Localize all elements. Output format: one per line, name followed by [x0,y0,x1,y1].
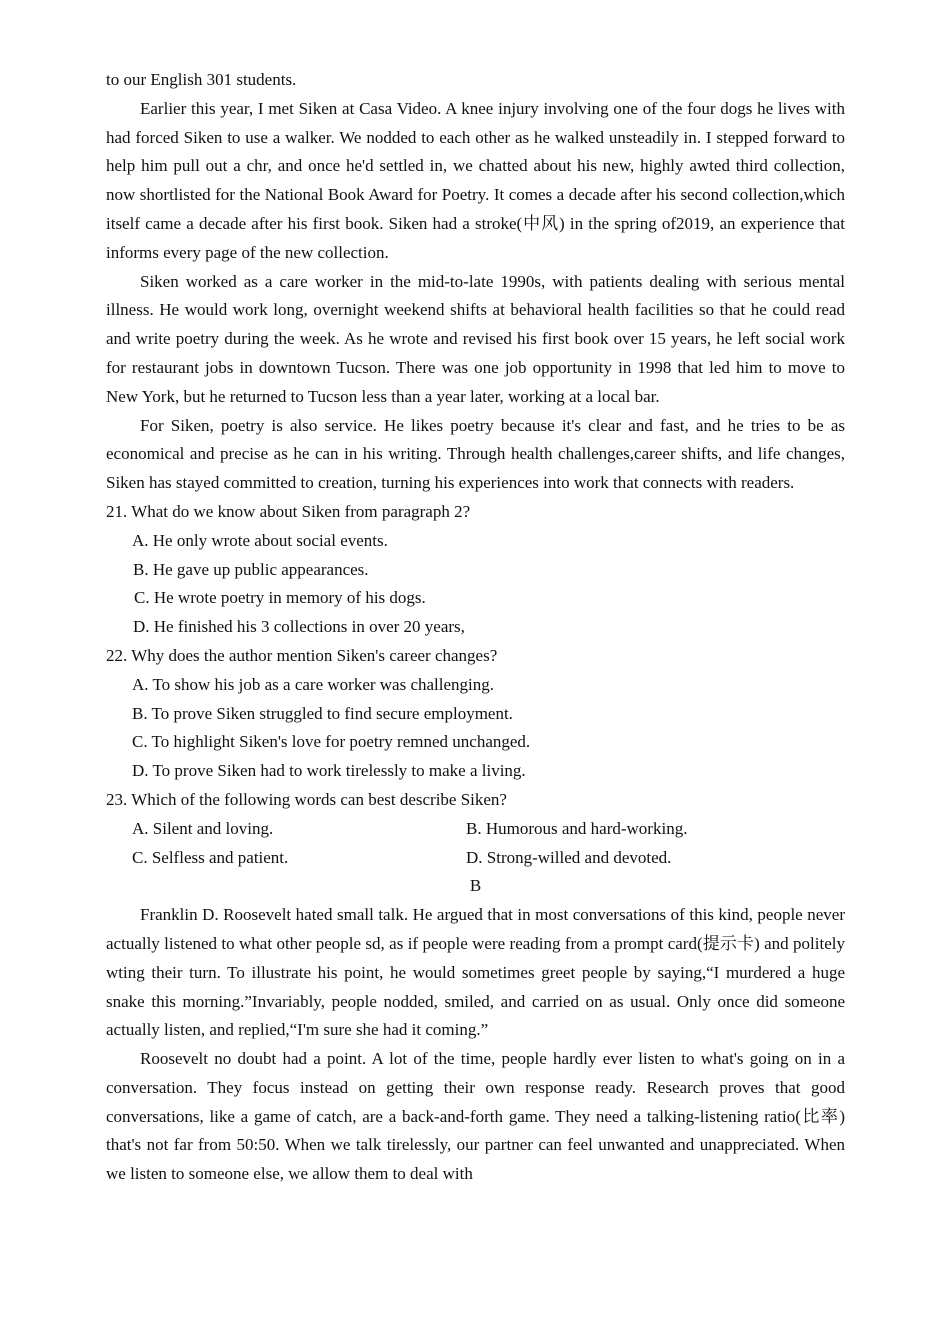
question-21-stem: 21. What do we know about Siken from paragraph 2? [106,501,471,521]
question-23-option-d: D. Strong-willed and devoted. [466,847,672,867]
passage-b-paragraph-1: Franklin D. Roosevelt hated small talk. He argued that in most conversations of this kind, people never actually listened to what other people sd, as if people were reading from a prompt card(提示卡) and politely wting their turn. To illustrate his point, he would sometimes greet people by saying,“I murdered a huge snake this morning.”Invariably, people nodded, smiled, and carried on as usual. Only once did someone actually listen, and replied,“I'm sure she had it coming.” [106,905,845,1040]
question-23 [106,786,845,872]
question-21-option-b: B. He gave up public appearances. [133,559,369,579]
section-b-heading: B [469,876,482,896]
passage-a-paragraph-3: Siken worked as a care worker in the mid-to-late 1990s, with patients dealing with serious mental illness. He would work long, overnight weekend shifts at behavioral health facilities so that he could read and write poetry during the week. As he wrote and revised his first book over 15 years, he left social work for restaurant jobs in downtown Tucson. There was one job opportunity in 1998 that led him to move to New York, but he returned to Tucson less than a year later, working at a local bar. [106,271,845,406]
question-21 [106,498,845,642]
question-23-option-b: B. Humorous and hard-working. [466,818,688,838]
passage-b-paragraph-2: Roosevelt no doubt had a point. A lot of the time, people hardly ever listen to what's going on in a conversation. They focus instead on getting their own response ready. Research proves that good conversations, like a game of catch, are a back-and-forth game. They need a talking-listening ratio(比率) that's not far from 50:50. When we talk tirelessly, our partner can feel unwanted and unappreciated. When we listen to someone else, we allow them to deal with [106,1049,845,1184]
question-23-stem: 23. Which of the following words can best describe Siken? [106,789,507,809]
exam-page [106,66,845,1189]
passage-a-paragraph-4: For Siken, poetry is also service. He likes poetry because it's clear and fast, and he tries to be as economical and precise as he can in his writing. Through health challenges,career shifts, and life changes, Siken has stayed committed to creation, turning his experiences into work that connects with readers. [106,415,845,493]
question-22-option-c: C. To highlight Siken's love for poetry remned unchanged. [132,732,531,752]
question-23-option-c: C. Selfless and patient. [132,847,289,867]
question-21-option-c: C. He wrote poetry in memory of his dogs. [134,588,426,608]
question-22-option-d: D. To prove Siken had to work tirelessly to make a living. [132,761,526,781]
question-23-options-row-1 [106,815,845,844]
passage-a-paragraph-2: Earlier this year, I met Siken at Casa Video. A knee injury involving one of the four dogs he lives with had forced Siken to use a walker. We nodded to each other as he walked unsteadily in. I stepped forward to help him pull out a chr, and once he'd settled in, we chatted about his new, highly awted third collection, now shortlisted for the National Book Award for Poetry. It comes a decade after his second collection,which itself came a decade after his first book. Siken had a stroke(中风) in the spring of2019, an experience that informs every page of the new collection. [106,98,845,262]
question-21-option-d: D. He finished his 3 collections in over 20 years, [133,617,465,637]
question-22 [106,642,845,786]
question-21-option-a: A. He only wrote about social events. [132,530,388,550]
question-22-option-a: A. To show his job as a care worker was challenging. [132,674,495,694]
question-23-option-a: A. Silent and loving. [132,818,274,838]
question-22-option-b: B. To prove Siken struggled to find secure employment. [132,703,513,723]
question-22-stem: 22. Why does the author mention Siken's career changes? [106,645,498,665]
passage-a-continuation: to our English 301 students. [106,70,297,89]
question-23-options-row-2 [106,844,845,873]
